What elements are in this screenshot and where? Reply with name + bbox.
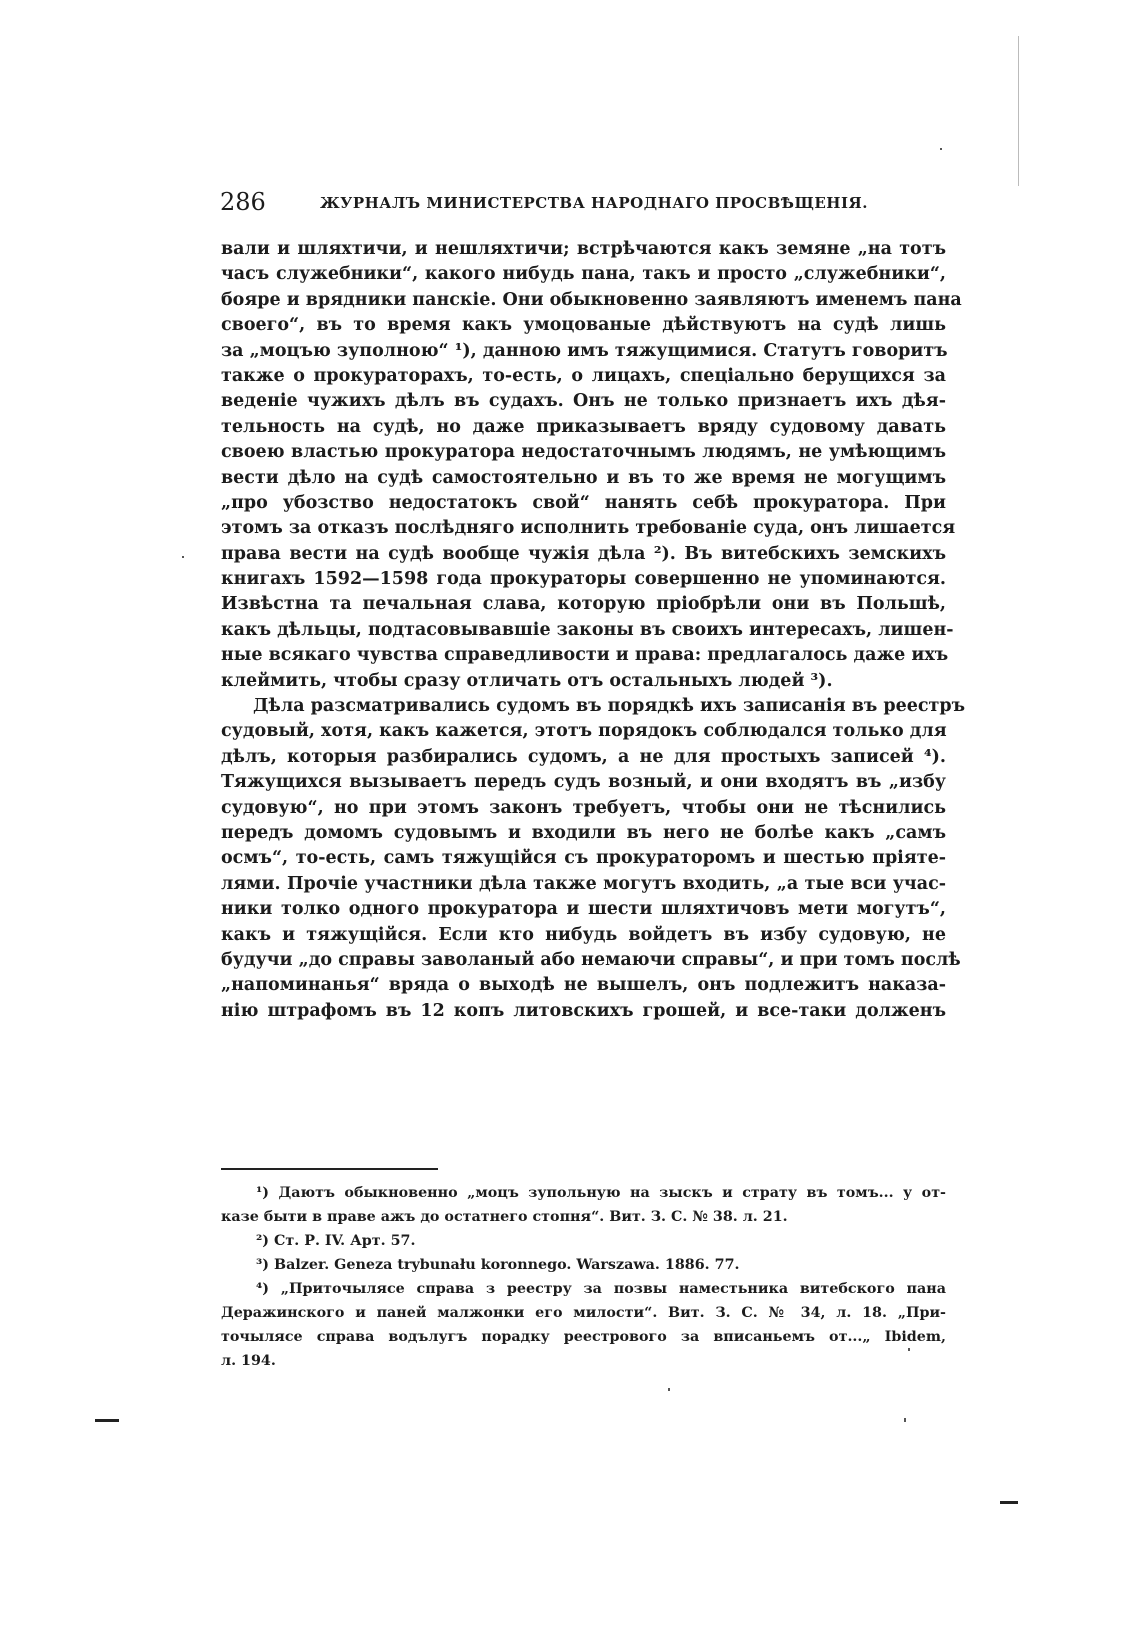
paragraph-end-line: клеймить, чтобы сразу отличать отъ остальныхъ людей ³).: [221, 670, 833, 691]
text-line: вести дѣло на судѣ самостоятельно и въ то же время не могущимъ: [221, 467, 946, 488]
text-line: какъ дѣльцы, подтасовывавшіе законы въ своихъ интересахъ, лишен-: [221, 619, 954, 640]
scan-speck: [908, 1348, 910, 1351]
text-line: дѣлъ, которыя разбирались судомъ, а не для простыхъ записей ⁴).: [221, 746, 946, 767]
text-line: веденіе чужихъ дѣлъ въ судахъ. Онъ не только признаетъ ихъ дѣя-: [221, 391, 946, 412]
scan-dash: [1000, 1501, 1018, 1504]
page-number: 286: [220, 188, 266, 216]
text-line: Тяжущихся вызываетъ передъ судъ возный, и они входятъ въ „избу: [221, 772, 946, 793]
text-line: „про убозство недостатокъ свой“ нанять себѣ прокуратора. При: [221, 492, 946, 513]
footnote-line: л. 194.: [221, 1353, 276, 1369]
footnotes: [221, 1181, 946, 1373]
footnote-line: ²) Ст. Р. IV. Арт. 57.: [256, 1233, 416, 1249]
footnote-line: казе быти в праве ажъ до остатнего стопня“. Вит. З. С. № 38. л. 21.: [221, 1209, 788, 1225]
text-line: права вести на судѣ вообще чужія дѣла ²). Въ витебскихъ земскихъ: [221, 543, 946, 564]
running-title: ЖУРНАЛЪ МИНИСТЕРСТВА НАРОДНАГО ПРОСВѢЩЕНІЯ.: [320, 194, 868, 212]
text-line: какъ и тяжущійся. Если кто нибудь войдетъ въ избу судовую, не: [221, 924, 946, 945]
paragraph-start-line: Дѣла разсматривались судомъ въ порядкѣ ихъ записанія въ реестръ: [253, 696, 966, 717]
text-line: бояре и врядники панскіе. Они обыкновенно заявляютъ именемъ пана: [221, 289, 962, 310]
text-line: судовый, хотя, какъ кажется, этотъ порядокъ соблюдался только для: [221, 721, 947, 742]
text-line: будучи „до справы заволаный або немаючи справы“, и при томъ послѣ: [221, 949, 961, 970]
text-line: ники толко одного прокуратора и шести шляхтичовъ мети могутъ“,: [221, 899, 946, 920]
footnote-line: ³) Balzer. Geneza trybunału koronnego. Warszawa. 1886. 77.: [256, 1257, 740, 1273]
text-line: судовую“, но при этомъ законъ требуетъ, чтобы они не тѣснились: [221, 797, 946, 818]
text-line: также о прокураторахъ, то-есть, о лицахъ, спеціально берущихся за: [221, 365, 946, 386]
text-line: ные всякаго чувства справедливости и права: предлагалось даже ихъ: [221, 645, 949, 666]
text-line: книгахъ 1592—1598 года прокураторы совершенно не упоминаются.: [221, 569, 946, 590]
text-line: „напоминанья“ вряда о выходѣ не вышелъ, онъ подлежитъ наказа-: [221, 975, 946, 996]
text-line: осмъ“, то-есть, самъ тяжущійся съ прокураторомъ и шестью пріяте-: [221, 848, 946, 869]
footnote-line: Деражинского и паней малжонки его милости“. Вит. З. С. № 34, л. 18. „При-: [221, 1305, 946, 1321]
scan-margin-line: [1018, 36, 1019, 186]
text-line: часъ служебники“, какого нибудь пана, такъ и просто „служебники“,: [221, 264, 946, 285]
text-line: своего“, въ то время какъ умоцованые дѣйствуютъ на судѣ лишь: [221, 315, 946, 336]
text-line: своею властью прокуратора недостаточнымъ людямъ, не умѣющимъ: [221, 442, 946, 463]
text-line: этомъ за отказъ послѣдняго исполнить требованіе суда, онъ лишается: [221, 518, 956, 539]
text-line: Извѣстна та печальная слава, которую пріобрѣли они въ Польшѣ,: [221, 594, 946, 615]
text-line: передъ домомъ судовымъ и входили въ него не болѣе какъ „самъ: [221, 822, 946, 843]
footnote-line: ¹) Даютъ обыкновенно „моцъ зупольную на зыскъ и страту въ томъ... у от-: [256, 1185, 946, 1201]
footnote-line: точылясе справа водълугъ порадку реестрового за вписаньемъ от...„ Ibidem,: [221, 1329, 946, 1345]
scan-speck: [904, 1418, 906, 1422]
text-line: нію штрафомъ въ 12 копъ литовскихъ грошей, и все-таки долженъ: [221, 1000, 946, 1021]
scan-dash: [95, 1419, 119, 1422]
text-line: тельность на судѣ, но даже приказываетъ вряду судовому давать: [221, 416, 946, 437]
text-line: лями. Прочіе участники дѣла также могутъ входить, „а тые вси учас-: [221, 873, 946, 894]
footnote-line: ⁴) „Приточылясе справа з реестру за позвы наместьника витебского пана: [256, 1281, 946, 1297]
scan-speck: [668, 1388, 670, 1391]
scan-speck: [182, 556, 184, 558]
text-line: вали и шляхтичи, и нешляхтичи; встрѣчаются какъ земяне „на тотъ: [221, 239, 946, 259]
page-header: [220, 188, 946, 218]
scan-speck: [940, 148, 942, 150]
footnote-divider: [221, 1168, 438, 1170]
body-text: [221, 237, 966, 1024]
text-line: за „моцъю зуполною“ ¹), данною имъ тяжущимися. Статутъ говоритъ: [221, 340, 948, 361]
